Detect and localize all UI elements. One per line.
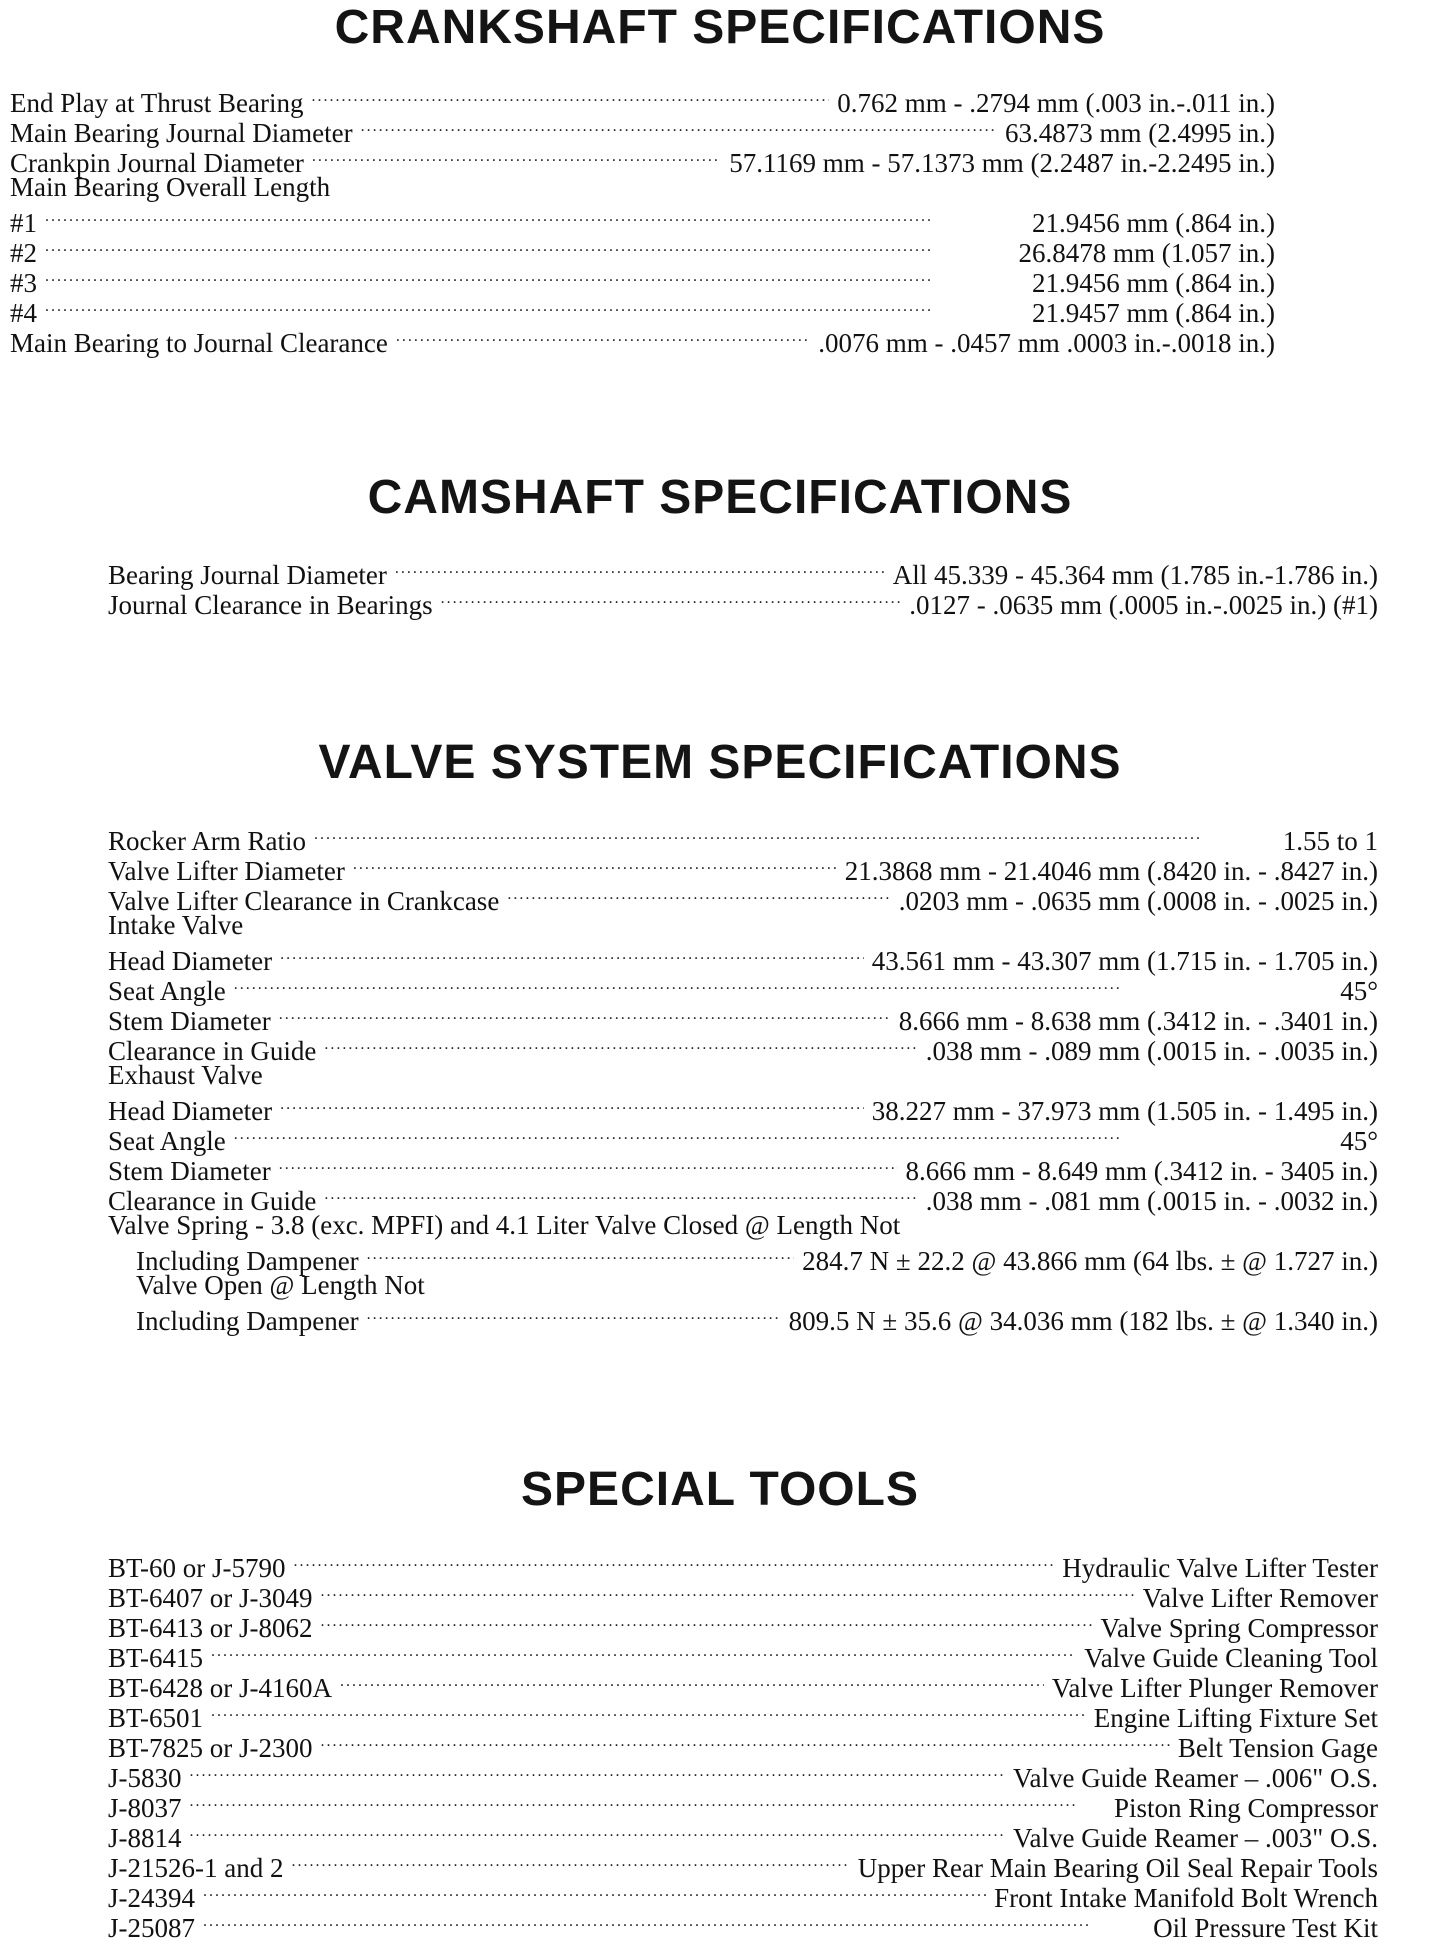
dot-leader — [441, 584, 902, 614]
tool-description: Belt Tension Gage — [1177, 1733, 1378, 1763]
dot-leader — [279, 1150, 898, 1180]
spec-label: #1 — [10, 208, 37, 238]
dot-leader — [45, 232, 1011, 262]
tool-description: Valve Guide Reamer – .003" O.S. — [1013, 1823, 1378, 1853]
dot-leader — [340, 1667, 1044, 1697]
dot-leader — [45, 262, 1024, 292]
tool-number: BT-6407 or J-3049 — [108, 1583, 313, 1613]
spec-subheading — [108, 1210, 1378, 1240]
spec-label: Valve Lifter Diameter — [108, 856, 345, 886]
dot-leader — [190, 1757, 1006, 1787]
spec-value: .0203 mm - .0635 mm (.0008 in. - .0025 in.) — [898, 886, 1378, 916]
tool-number: BT-6428 or J-4160A — [108, 1673, 333, 1703]
valve-system-specifications-heading: VALVE SYSTEM SPECIFICATIONS — [318, 736, 1122, 789]
spec-label: Head Diameter — [108, 946, 273, 976]
spec-value: 43.561 mm - 43.307 mm (1.715 in. - 1.705 in.) — [871, 946, 1378, 976]
spec-label: Main Bearing to Journal Clearance — [10, 328, 388, 358]
dot-leader — [395, 554, 885, 584]
spec-label: Clearance in Guide — [108, 1036, 317, 1066]
special-tools-list — [108, 1547, 1378, 1943]
spec-value: 38.227 mm - 37.973 mm (1.505 in. - 1.495 in.) — [871, 1096, 1378, 1126]
tool-number: BT-60 or J-5790 — [108, 1553, 286, 1583]
spec-label: Including Dampener — [136, 1306, 359, 1336]
dot-leader — [396, 322, 810, 352]
spec-value: 8.666 mm - 8.649 mm (.3412 in. - 3405 in.) — [905, 1156, 1378, 1186]
spec-value: 284.7 N ± 22.2 @ 43.866 mm (64 lbs. ± @ 1.727 in.) — [802, 1246, 1378, 1276]
spec-value: .0127 - .0635 mm (.0005 in.-.0025 in.) (#1) — [909, 590, 1378, 620]
dot-leader — [190, 1817, 1006, 1847]
spec-label: Crankpin Journal Diameter — [10, 148, 304, 178]
spec-value: 57.1169 mm - 57.1373 mm (2.2487 in.-2.2495 in.) — [729, 148, 1275, 178]
crankshaft-spec-list — [10, 82, 1275, 358]
tool-number: BT-6413 or J-8062 — [108, 1613, 313, 1643]
spec-value: .038 mm - .081 mm (.0015 in. - .0032 in.) — [925, 1186, 1378, 1216]
tool-description: Engine Lifting Fixture Set — [1093, 1703, 1378, 1733]
spec-label: Main Bearing Overall Length — [10, 172, 331, 202]
tool-description: Upper Rear Main Bearing Oil Seal Repair Tools — [857, 1853, 1378, 1883]
spec-subheading — [108, 1270, 1378, 1300]
tool-number: J-21526-1 and 2 — [108, 1853, 284, 1883]
spec-value: 21.9456 mm (.864 in.) — [1032, 268, 1275, 298]
spec-value: 45° — [1340, 1126, 1378, 1156]
dot-leader — [45, 202, 1024, 232]
spec-subheading — [10, 172, 1275, 202]
spec-label: #4 — [10, 298, 37, 328]
tool-number: J-25087 — [108, 1913, 195, 1943]
crankshaft-specifications-heading: CRANKSHAFT SPECIFICATIONS — [334, 1, 1106, 54]
tool-description: Valve Lifter Plunger Remover — [1051, 1673, 1378, 1703]
spec-row — [108, 1240, 1378, 1276]
spec-value: 26.8478 mm (1.057 in.) — [1018, 238, 1275, 268]
dot-leader — [234, 1120, 1332, 1150]
spec-subheading — [108, 1060, 1378, 1090]
spec-value: 21.9456 mm (.864 in.) — [1032, 208, 1275, 238]
tool-description: Valve Guide Reamer – .006" O.S. — [1013, 1763, 1378, 1793]
spec-row — [108, 554, 1378, 590]
spec-value: All 45.339 - 45.364 mm (1.785 in.-1.786 in.) — [892, 560, 1378, 590]
dot-leader — [190, 1787, 1106, 1817]
spec-row — [108, 970, 1378, 1006]
dot-leader — [321, 1727, 1170, 1757]
spec-label: Seat Angle — [108, 1126, 226, 1156]
spec-label: Stem Diameter — [108, 1156, 271, 1186]
spec-value: 45° — [1340, 976, 1378, 1006]
dot-leader — [311, 82, 829, 112]
dot-leader — [314, 820, 1275, 850]
dot-leader — [203, 1877, 986, 1907]
tool-description: Oil Pressure Test Kit — [1153, 1913, 1378, 1943]
tool-number: J-5830 — [108, 1763, 182, 1793]
valve-system-spec-list — [108, 820, 1378, 1336]
dot-leader — [507, 880, 890, 910]
spec-label: Journal Clearance in Bearings — [108, 590, 433, 620]
tool-description: Piston Ring Compressor — [1113, 1793, 1378, 1823]
dot-leader — [211, 1697, 1086, 1727]
spec-label: Intake Valve — [108, 910, 244, 940]
camshaft-spec-list — [108, 554, 1378, 620]
dot-leader — [294, 1547, 1055, 1577]
spec-label: Valve Open @ Length Not — [136, 1270, 425, 1300]
tool-description: Valve Lifter Remover — [1142, 1583, 1378, 1613]
spec-value: 1.55 to 1 — [1282, 826, 1378, 856]
tool-number: BT-6415 — [108, 1643, 204, 1673]
tool-number: J-24394 — [108, 1883, 195, 1913]
dot-leader — [361, 112, 997, 142]
dot-leader — [324, 1030, 917, 1060]
dot-leader — [280, 1090, 864, 1120]
dot-leader — [353, 850, 837, 880]
spec-label: Stem Diameter — [108, 1006, 271, 1036]
spec-value: 0.762 mm - .2794 mm (.003 in.-.011 in.) — [837, 88, 1275, 118]
spec-label: Bearing Journal Diameter — [108, 560, 387, 590]
tool-description: Hydraulic Valve Lifter Tester — [1062, 1553, 1378, 1583]
tool-description: Front Intake Manifold Bolt Wrench — [994, 1883, 1378, 1913]
dot-leader — [203, 1907, 1145, 1937]
spec-label: #3 — [10, 268, 37, 298]
spec-label: Valve Spring - 3.8 (exc. MPFI) and 4.1 Liter Valve Closed @ Length Not — [108, 1210, 901, 1240]
spec-label: Seat Angle — [108, 976, 226, 1006]
spec-row — [10, 82, 1275, 118]
tool-number: BT-7825 or J-2300 — [108, 1733, 313, 1763]
spec-row — [108, 1120, 1378, 1156]
spec-value: 21.3868 mm - 21.4046 mm (.8420 in. - .8427 in.) — [844, 856, 1378, 886]
spec-label: Exhaust Valve — [108, 1060, 263, 1090]
special-tools-heading: SPECIAL TOOLS — [521, 1463, 919, 1516]
spec-value: 21.9457 mm (.864 in.) — [1032, 298, 1275, 328]
dot-leader — [291, 1847, 849, 1877]
dot-leader — [321, 1607, 1093, 1637]
camshaft-specifications-heading: CAMSHAFT SPECIFICATIONS — [367, 471, 1073, 524]
dot-leader — [45, 292, 1024, 322]
spec-label: Main Bearing Journal Diameter — [10, 118, 353, 148]
spec-value: 8.666 mm - 8.638 mm (.3412 in. - .3401 in.) — [898, 1006, 1378, 1036]
dot-leader — [279, 1000, 891, 1030]
spec-label: End Play at Thrust Bearing — [10, 88, 304, 118]
spec-label: Clearance in Guide — [108, 1186, 317, 1216]
tool-number: BT-6501 — [108, 1703, 204, 1733]
spec-label: Rocker Arm Ratio — [108, 826, 306, 856]
spec-row — [108, 820, 1378, 856]
spec-row — [108, 940, 1378, 976]
spec-value: 63.4873 mm (2.4995 in.) — [1005, 118, 1275, 148]
spec-row — [108, 1300, 1378, 1336]
dot-leader — [321, 1577, 1135, 1607]
spec-row — [10, 202, 1275, 238]
dot-leader — [324, 1180, 917, 1210]
spec-row — [108, 1000, 1378, 1036]
spec-row — [108, 1090, 1378, 1126]
tool-description: Valve Guide Cleaning Tool — [1084, 1643, 1378, 1673]
dot-leader — [367, 1240, 794, 1270]
spec-label: Including Dampener — [136, 1246, 359, 1276]
dot-leader — [234, 970, 1332, 1000]
spec-label: Valve Lifter Clearance in Crankcase — [108, 886, 500, 916]
spec-value: .038 mm - .089 mm (.0015 in. - .0035 in.) — [925, 1036, 1378, 1066]
dot-leader — [367, 1300, 781, 1330]
tool-number: J-8037 — [108, 1793, 182, 1823]
spec-value: 809.5 N ± 35.6 @ 34.036 mm (182 lbs. ± @ 1.340 in.) — [788, 1306, 1378, 1336]
spec-value: .0076 mm - .0457 mm .0003 in.-.0018 in.) — [818, 328, 1275, 358]
dot-leader — [312, 142, 721, 172]
tool-description: Valve Spring Compressor — [1100, 1613, 1378, 1643]
spec-label: #2 — [10, 238, 37, 268]
tool-number: J-8814 — [108, 1823, 182, 1853]
dot-leader — [211, 1637, 1076, 1667]
tool-row — [108, 1547, 1378, 1583]
spec-row — [108, 1150, 1378, 1186]
spec-label: Head Diameter — [108, 1096, 273, 1126]
dot-leader — [280, 940, 864, 970]
spec-subheading — [108, 910, 1378, 940]
